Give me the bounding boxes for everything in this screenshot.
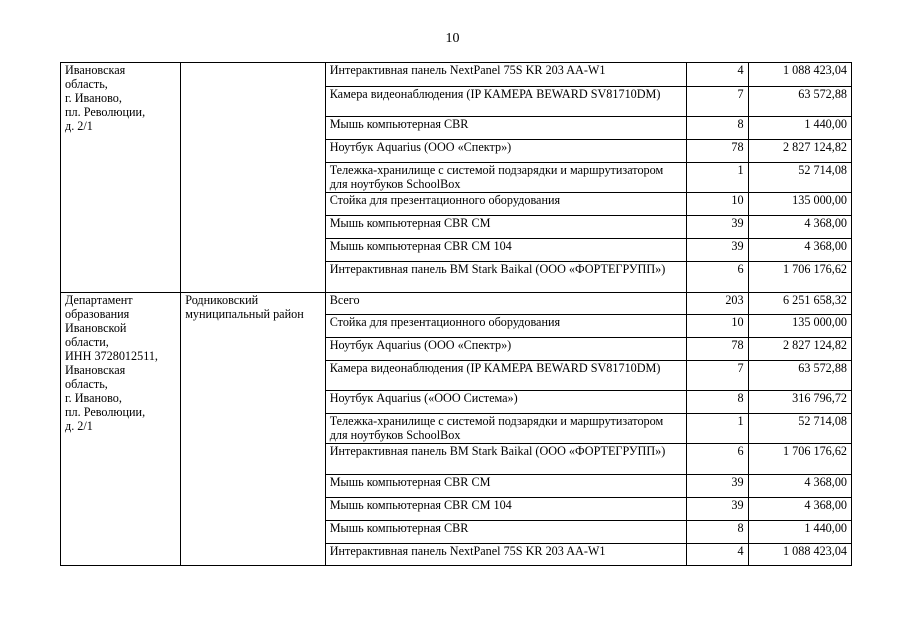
organization-line: г. Иваново, [65, 391, 122, 405]
item-cell: Ноутбук Aquarius («ООО Система») [325, 391, 687, 414]
quantity-cell: 6 [687, 444, 748, 475]
amount-cell: 1 706 176,62 [748, 262, 851, 293]
item-cell: Мышь компьютерная CBR CM 104 [325, 239, 687, 262]
quantity-cell: 8 [687, 391, 748, 414]
quantity-cell: 7 [687, 361, 748, 391]
organization-line: пл. Революции, [65, 105, 146, 119]
item-cell: Тележка-хранилище с системой подзарядки и маршрутизатором для ноутбуков SchoolBox [325, 414, 687, 444]
quantity-cell: 10 [687, 315, 748, 338]
district-cell: Родниковский муниципальный район [181, 293, 325, 566]
amount-cell: 63 572,88 [748, 87, 851, 117]
quantity-cell: 1 [687, 414, 748, 444]
item-cell: Интерактивная панель NextPanel 75S KR 203 AA-W1 [325, 63, 687, 87]
item-cell: Ноутбук Aquarius (ООО «Спектр») [325, 338, 687, 361]
quantity-cell: 1 [687, 163, 748, 193]
item-cell: Мышь компьютерная CBR [325, 521, 687, 544]
quantity-cell: 8 [687, 521, 748, 544]
organization-cell [61, 63, 181, 293]
item-cell: Камера видеонаблюдения (IP КАМЕРА BEWARD SV81710DM) [325, 361, 687, 391]
quantity-cell: 8 [687, 117, 748, 140]
item-cell: Мышь компьютерная CBR [325, 117, 687, 140]
amount-cell: 4 368,00 [748, 475, 851, 498]
organization-line: области, [65, 335, 109, 349]
quantity-cell: 4 [687, 63, 748, 87]
amount-cell: 2 827 124,82 [748, 140, 851, 163]
table-row [61, 293, 852, 315]
item-cell: Интерактивная панель BM Stark Baikal (ООО «ФОРТЕГРУПП») [325, 444, 687, 475]
quantity-cell: 6 [687, 262, 748, 293]
item-cell: Ноутбук Aquarius (ООО «Спектр») [325, 140, 687, 163]
quantity-cell: 203 [687, 293, 748, 315]
amount-cell: 52 714,08 [748, 163, 851, 193]
amount-cell: 135 000,00 [748, 193, 851, 216]
item-cell: Всего [325, 293, 687, 315]
item-cell: Интерактивная панель BM Stark Baikal (ООО «ФОРТЕГРУПП») [325, 262, 687, 293]
item-cell: Мышь компьютерная CBR CM [325, 216, 687, 239]
equipment-table [60, 62, 852, 566]
item-cell: Камера видеонаблюдения (IP КАМЕРА BEWARD SV81710DM) [325, 87, 687, 117]
quantity-cell: 78 [687, 140, 748, 163]
district-cell [181, 63, 325, 293]
amount-cell: 1 706 176,62 [748, 444, 851, 475]
amount-cell: 1 440,00 [748, 117, 851, 140]
amount-cell: 63 572,88 [748, 361, 851, 391]
organization-line: пл. Революции, [65, 405, 146, 419]
organization-line: образования [65, 307, 130, 321]
organization-line: область, [65, 377, 108, 391]
item-cell: Тележка-хранилище с системой подзарядки и маршрутизатором для ноутбуков SchoolBox [325, 163, 687, 193]
amount-cell: 4 368,00 [748, 498, 851, 521]
organization-line: д. 2/1 [65, 119, 93, 133]
amount-cell: 6 251 658,32 [748, 293, 851, 315]
quantity-cell: 39 [687, 216, 748, 239]
amount-cell: 1 440,00 [748, 521, 851, 544]
organization-line: Ивановская [65, 63, 126, 77]
amount-cell: 1 088 423,04 [748, 63, 851, 87]
item-cell: Мышь компьютерная CBR CM 104 [325, 498, 687, 521]
amount-cell: 2 827 124,82 [748, 338, 851, 361]
amount-cell: 4 368,00 [748, 239, 851, 262]
quantity-cell: 39 [687, 498, 748, 521]
organization-cell [61, 293, 181, 566]
item-cell: Интерактивная панель NextPanel 75S KR 203 AA-W1 [325, 544, 687, 566]
table-row [61, 63, 852, 87]
item-cell: Стойка для презентационного оборудования [325, 193, 687, 216]
organization-line: ИНН 3728012511, [65, 349, 158, 363]
quantity-cell: 39 [687, 239, 748, 262]
quantity-cell: 39 [687, 475, 748, 498]
amount-cell: 52 714,08 [748, 414, 851, 444]
organization-line: д. 2/1 [65, 419, 93, 433]
page-number: 10 [445, 31, 460, 46]
quantity-cell: 10 [687, 193, 748, 216]
organization-line: Ивановская [65, 363, 126, 377]
amount-cell: 135 000,00 [748, 315, 851, 338]
amount-cell: 316 796,72 [748, 391, 851, 414]
quantity-cell: 7 [687, 87, 748, 117]
amount-cell: 1 088 423,04 [748, 544, 851, 566]
organization-line: Ивановской [65, 321, 127, 335]
organization-line: Департамент [65, 293, 133, 307]
quantity-cell: 4 [687, 544, 748, 566]
item-cell: Стойка для презентационного оборудования [325, 315, 687, 338]
quantity-cell: 78 [687, 338, 748, 361]
organization-line: г. Иваново, [65, 91, 122, 105]
amount-cell: 4 368,00 [748, 216, 851, 239]
organization-line: область, [65, 77, 108, 91]
item-cell: Мышь компьютерная CBR CM [325, 475, 687, 498]
